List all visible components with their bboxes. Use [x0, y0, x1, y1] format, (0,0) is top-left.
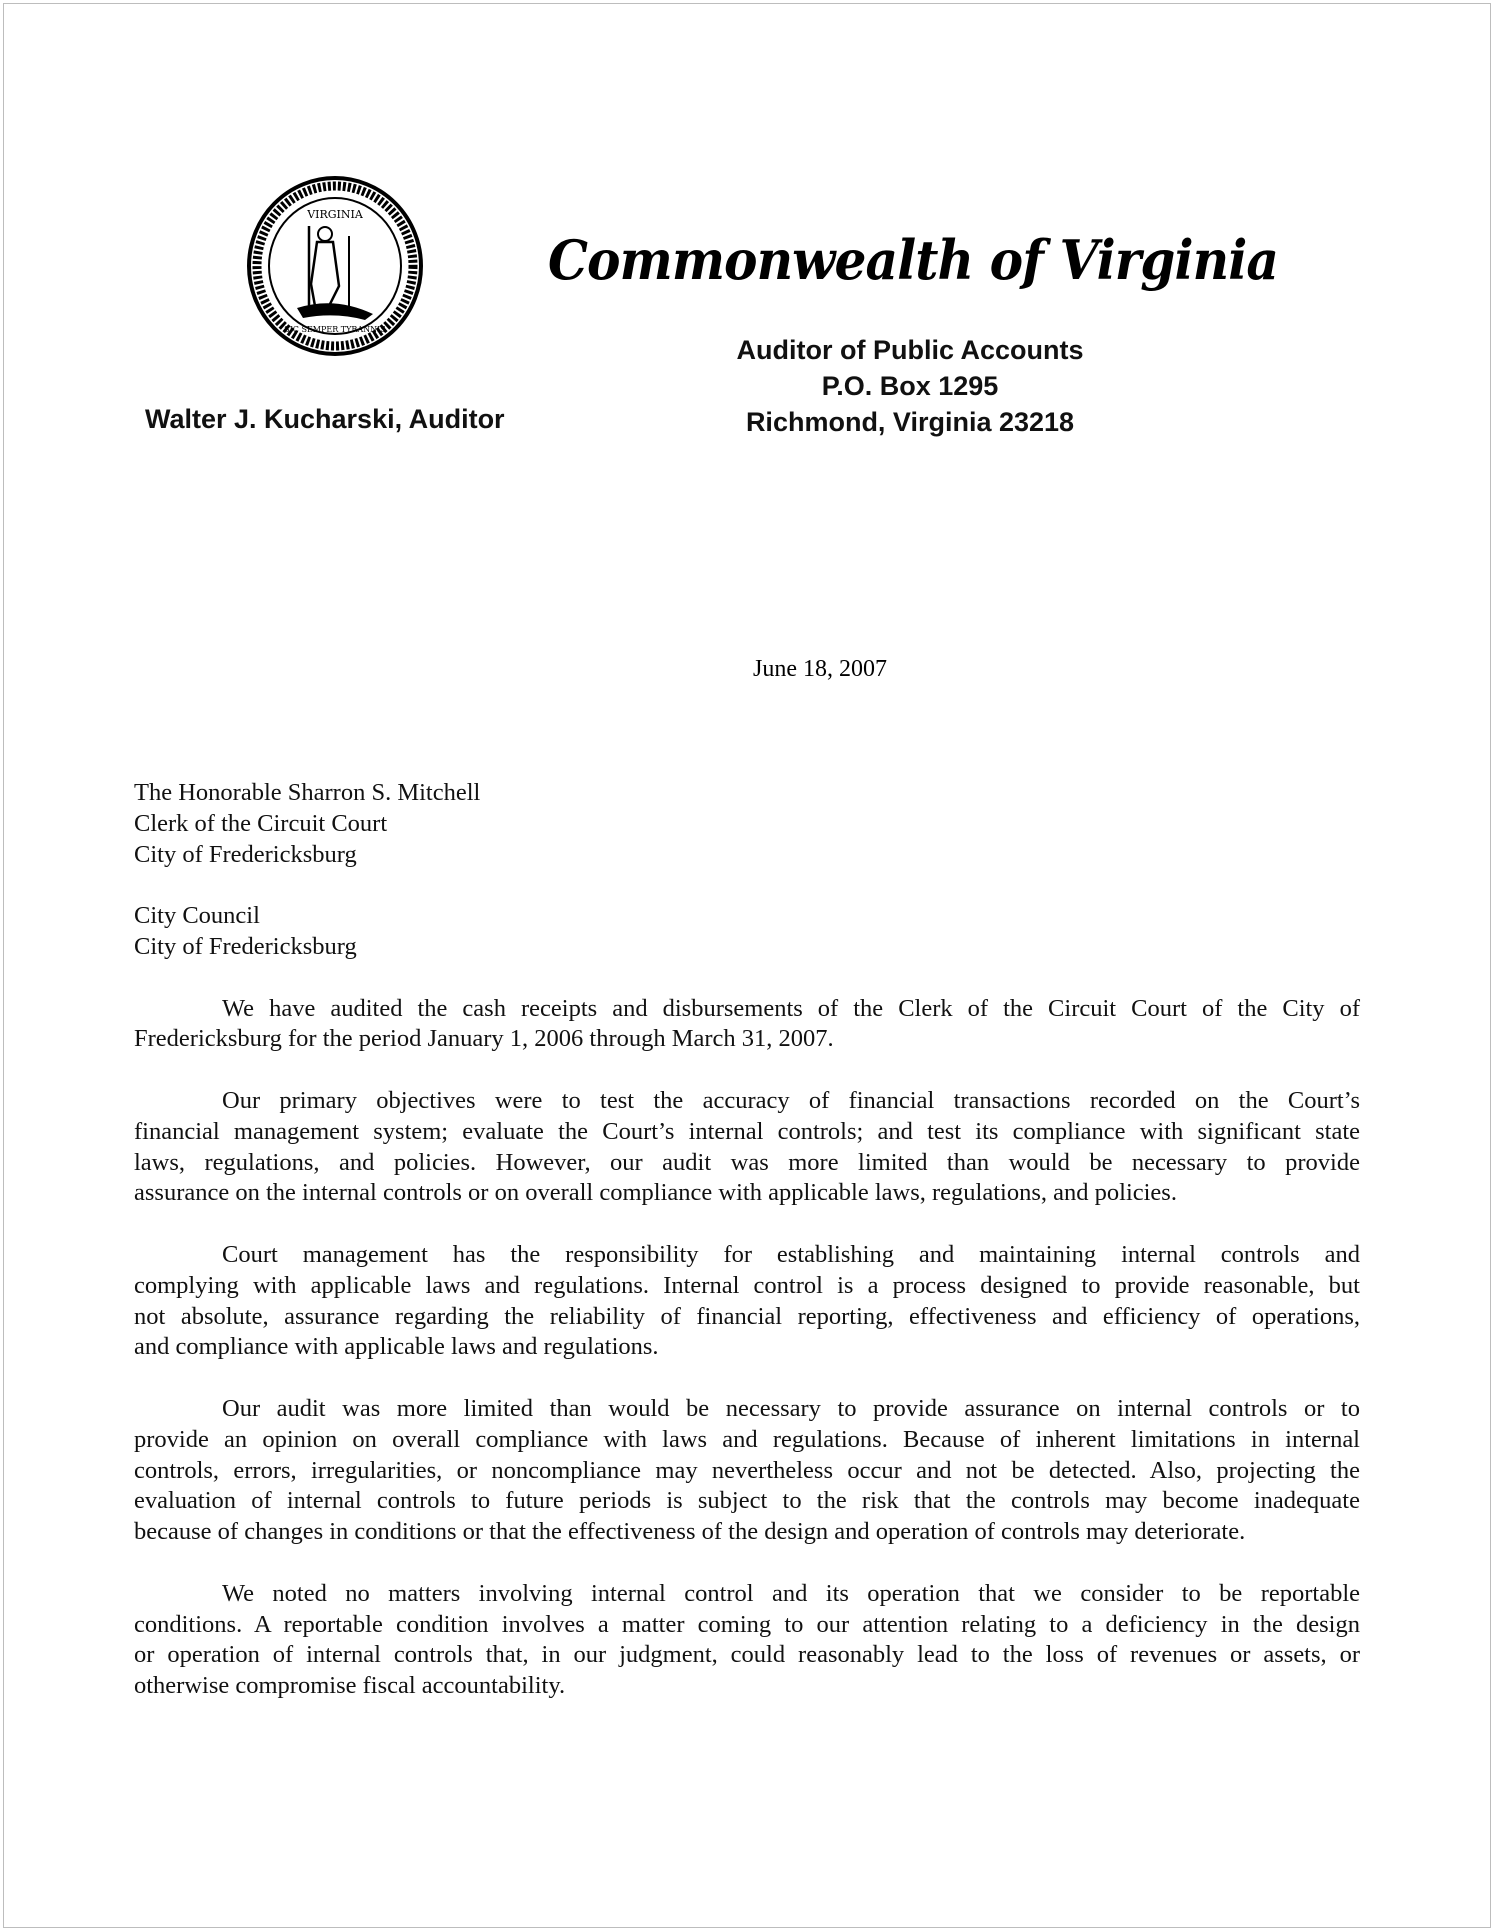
- auditor-name: Walter J. Kucharski, Auditor: [145, 404, 505, 434]
- paragraph-line: not absolute, assurance regarding the reliability of financial reporting, effectiveness and efficiency of operations,: [134, 1302, 1360, 1330]
- paragraph-line: Court management has the responsibility for establishing and maintaining internal controls and: [222, 1240, 1360, 1268]
- addressee-line: City of Fredericksburg: [134, 840, 357, 868]
- paragraph-line: evaluation of internal controls to future periods is subject to the risk that the controls may become inadequate: [134, 1487, 1360, 1515]
- paragraph-line: conditions. A reportable condition involves a matter coming to our attention relating to a deficiency in the design: [134, 1610, 1360, 1638]
- paragraph: [134, 1240, 1360, 1363]
- paragraph-line: because of changes in conditions or that the effectiveness of the design and operation of controls may deteriorate.: [134, 1518, 1246, 1546]
- paragraph-line: Fredericksburg for the period January 1, 2006 through March 31, 2007.: [134, 1025, 834, 1053]
- po-box: P.O. Box 1295: [821, 371, 999, 401]
- paragraph: [134, 1394, 1360, 1548]
- addressee-line: City of Fredericksburg: [134, 932, 357, 960]
- paragraph-line: or operation of internal controls that, in our judgment, could reasonably lead to the loss of revenues or assets, or: [134, 1641, 1360, 1669]
- paragraph-line: provide an opinion on overall compliance with laws and regulations. Because of inherent limitations in internal: [134, 1425, 1360, 1453]
- virginia-seal-icon: [245, 176, 425, 356]
- paragraph-line: Our audit was more limited than would be necessary to provide assurance on internal controls or to: [222, 1394, 1360, 1422]
- paragraph-line: complying with applicable laws and regulations. Internal control is a process designed to provide reasonable, but: [134, 1271, 1360, 1299]
- letterhead-title: Commonwealth of Virginia: [548, 228, 1278, 292]
- letter-body: [134, 778, 1360, 1702]
- addressee-line: Clerk of the Circuit Court: [134, 809, 388, 837]
- paragraph-line: Our primary objectives were to test the accuracy of financial transactions recorded on the Court’s: [222, 1086, 1360, 1114]
- paragraph-line: laws, regulations, and policies. However, our audit was more limited than would be necessary to provide: [134, 1148, 1360, 1176]
- office-address: [700, 332, 1120, 440]
- paragraph: [134, 994, 1360, 1056]
- svg-text:VIRGINIA: VIRGINIA: [307, 208, 363, 221]
- paragraph-line: financial management system; evaluate the Court’s internal controls; and test its compliance with significant state: [134, 1117, 1360, 1145]
- addressee-line: The Honorable Sharron S. Mitchell: [134, 779, 481, 806]
- paragraph: [134, 1579, 1360, 1702]
- paragraph-line: assurance on the internal controls or on overall compliance with applicable laws, regulations, and policies.: [134, 1179, 1177, 1207]
- paragraph-line: otherwise compromise fiscal accountability.: [134, 1672, 566, 1700]
- paragraph-line: and compliance with applicable laws and regulations.: [134, 1333, 659, 1361]
- paragraph-line: We have audited the cash receipts and disbursements of the Clerk of the Circuit Court of the City of: [222, 994, 1360, 1022]
- paragraph: [134, 1086, 1360, 1209]
- paragraph-line: We noted no matters involving internal control and its operation that we consider to be reportable: [222, 1579, 1360, 1607]
- svg-text:SIC SEMPER TYRANNIS: SIC SEMPER TYRANNIS: [284, 325, 386, 334]
- office-name: Auditor of Public Accounts: [736, 335, 1084, 365]
- addressee-line: City Council: [134, 902, 260, 930]
- paragraph-line: controls, errors, irregularities, or noncompliance may nevertheless occur and not be detected. Also, projecting the: [134, 1456, 1360, 1484]
- letter-date: June 18, 2007: [753, 656, 887, 682]
- office-city: Richmond, Virginia 23218: [745, 407, 1075, 437]
